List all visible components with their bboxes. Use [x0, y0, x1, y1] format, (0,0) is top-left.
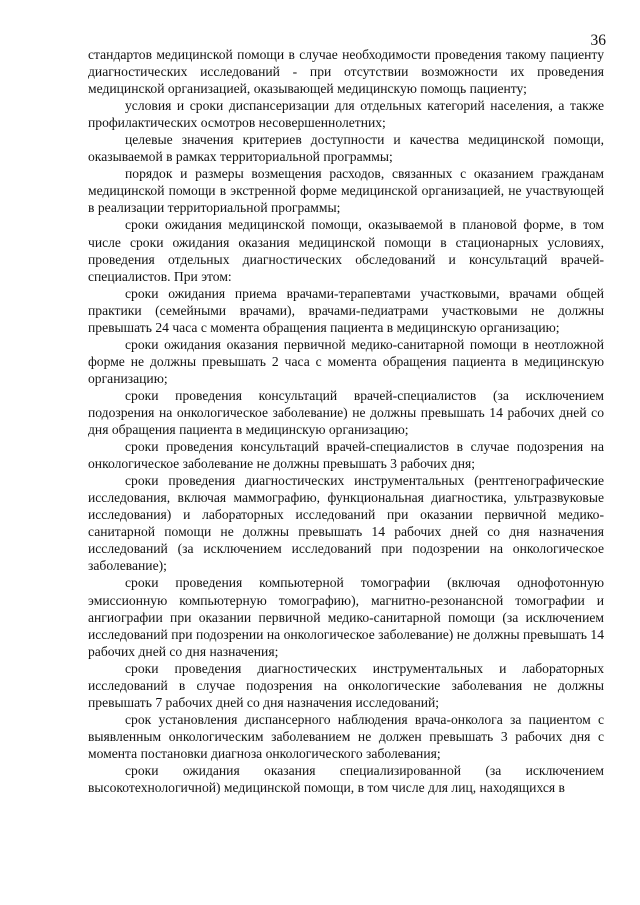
paragraph: сроки проведения диагностических инструментальных и лабораторных исследований в случае подозрения на онкологические заболевания не должны превышать 7 рабочих дней со дня назначения исследований;	[88, 660, 604, 710]
paragraph: сроки проведения компьютерной томографии (включая однофотонную эмиссионную компьютерную томографию), магнитно-резонансной томографии и ангиографии при оказании первичной медико-санитарной помощи (за исключением исследований при подозрении на онкологическое заболевание) не должны превышать 14 рабочих дней со дня назначения;	[88, 575, 604, 659]
paragraph: сроки ожидания медицинской помощи, оказываемой в плановой форме, в том числе сроки ожидания оказания медицинской помощи в стационарных условиях, проведения отдельных диагностических обследований и консультаций врачей- специалистов. При этом:	[88, 217, 604, 284]
paragraph: порядок и размеры возмещения расходов, связанных с оказанием гражданам медицинской помощи в экстренной форме медицинской организацией, не участвующей в реализации территориальной программы;	[88, 166, 604, 216]
paragraph: стандартов медицинской помощи в случае необходимости проведения такому пациенту диагностических исследований - при отсутствии возможности их проведения медицинской организацией, оказывающей медицинскую помощь пациенту;	[88, 47, 604, 97]
paragraph: сроки ожидания приема врачами-терапевтами участковыми, врачами общей практики (семейными врачами), врачами-педиатрами участковыми не должны превышать 24 часа с момента обращения пациента в медицинскую организацию;	[88, 285, 604, 335]
document-body	[88, 46, 604, 796]
paragraph: условия и сроки диспансеризации для отдельных категорий населения, а также профилактических осмотров несовершеннолетних;	[88, 98, 604, 131]
paragraph: сроки проведения диагностических инструментальных (рентгенографические исследования, включая маммографию, функциональная диагностика, ультразвуковые исследования) и лабораторных исследований при оказании первичной медико- санитарной помощи не должны превышать 14 рабочих дней со дня назначения исследований (за исключением исследований при подозрении на онкологическое заболевание);	[88, 473, 604, 574]
paragraph: сроки ожидания оказания специализированной (за исключением высокотехнологичной) медицинской помощи, в том числе для лиц, находящихся в	[88, 762, 604, 796]
paragraph: целевые значения критериев доступности и качества медицинской помощи, оказываемой в рамках территориальной программы;	[88, 132, 604, 165]
paragraph: сроки проведения консультаций врачей-специалистов (за исключением подозрения на онкологическое заболевание) не должны превышать 14 рабочих дней со дня обращения пациента в медицинскую организацию;	[88, 387, 604, 438]
paragraph: сроки проведения консультаций врачей-специалистов в случае подозрения на онкологическое заболевание не должны превышать 3 рабочих дня;	[88, 439, 604, 472]
paragraph: срок установления диспансерного наблюдения врача-онколога за пациентом с выявленным онкологическим заболеванием не должен превышать 3 рабочих дня с момента постановки диагноза онкологического заболевания;	[88, 711, 604, 761]
page-number: 36	[590, 32, 606, 49]
paragraph: сроки ожидания оказания первичной медико-санитарной помощи в неотложной форме не должны превышать 2 часа с момента обращения пациента в медицинскую организацию;	[88, 336, 604, 386]
